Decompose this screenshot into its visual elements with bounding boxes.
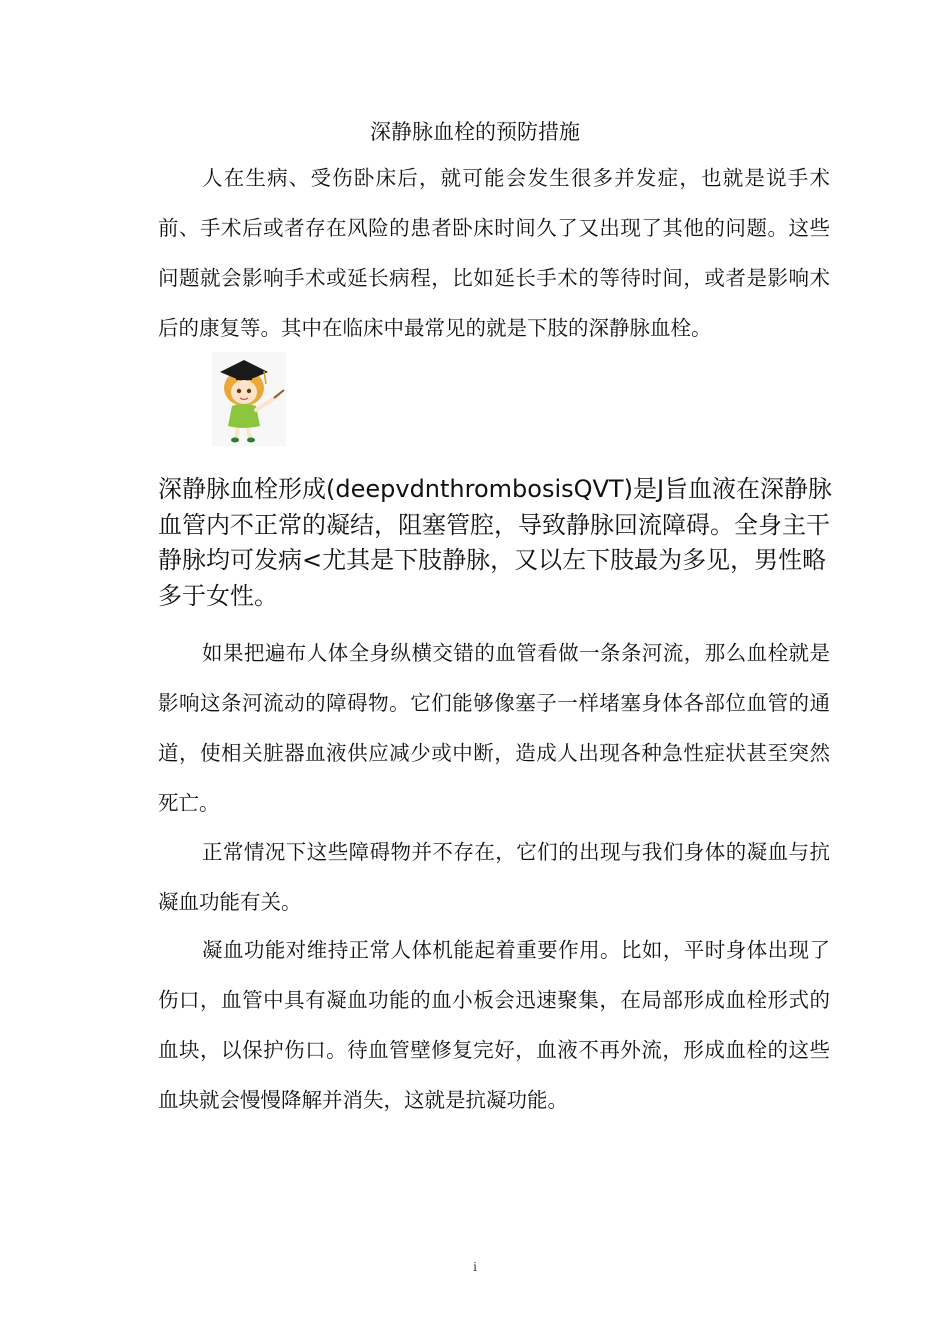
paragraph-coagulation-function: 凝血功能对维持正常人体机能起着重要作用。比如，平时身体出现了伤口，血管中具有凝血功能的血小板会迅速聚集，在局部形成血栓形式的血块，以保护伤口。待血管壁修复完好，血液不再外流，形成血栓的这些血块就会慢慢降解并消失，这就是抗凝功能。 — [158, 938, 830, 1112]
page-number: i — [473, 1260, 477, 1274]
paragraph-intro: 人在生病、受伤卧床后，就可能会发生很多并发症，也就是说手术前、手术后或者存在风险的患者卧床时间久了又出现了其他的问题。这些问题就会影响手术或延长病程，比如延长手术的等待时间，或者是影响术后的康复等。其中在临床中最常见的就是下肢的深静脉血栓。 — [158, 166, 830, 340]
paragraph-dvt-definition: 深静脉血栓形成(deepvdnthrombosisQVT)是J旨血液在深静脉血管内不正常的凝结，阻塞管腔，导致静脉回流障碍。全身主干静脉均可发病<尤其是下肢静脉，又以左下肢最为多见，男性略多于女性。 — [158, 475, 833, 610]
document-title: 深静脉血栓的预防措施 — [370, 120, 580, 144]
graduate-girl-mascot-icon — [212, 352, 286, 446]
paragraph-river-analogy: 如果把遍布人体全身纵横交错的血管看做一条条河流，那么血栓就是影响这条河流动的障碍物。它们能够像塞子一样堵塞身体各部位血管的通道，使相关脏器血液供应减少或中断，造成人出现各种急性症状甚至突然死亡。 — [158, 641, 830, 815]
paragraph-normal-condition: 正常情况下这些障碍物并不存在，它们的出现与我们身体的凝血与抗凝血功能有关。 — [158, 840, 830, 914]
